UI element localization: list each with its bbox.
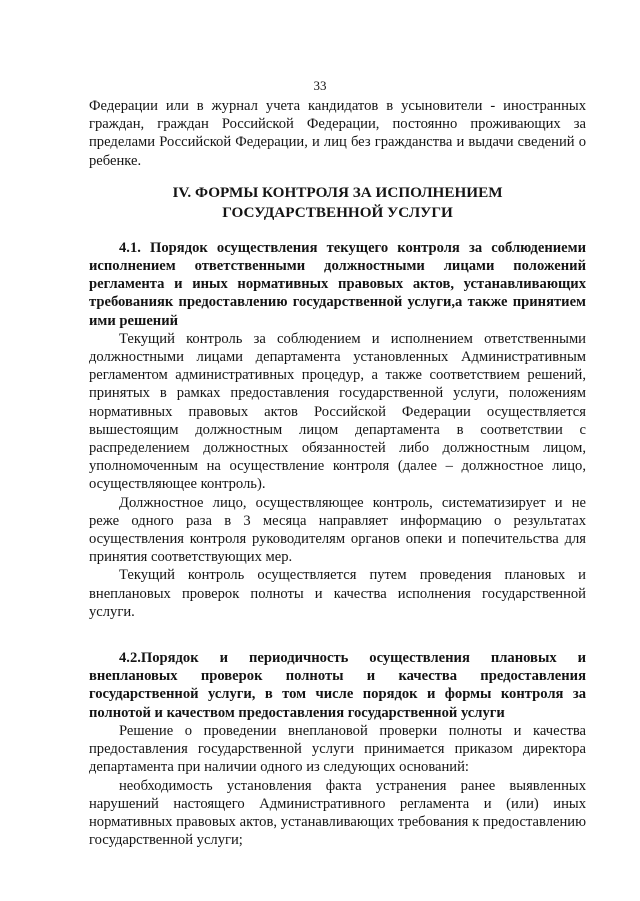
intro-paragraph: Федерации или в журнал учета кандидатов в усыновители - иностранных граждан, граждан Российской Федерации, постоянно проживающих за пределами Российской Федерации, и лиц без гражданства и выдачи сведений о ребенке. [89,98,586,169]
section-heading-line-2: ГОСУДАРСТВЕННОЙ УСЛУГИ [222,203,453,221]
subsection-4-2-title: 4.2.Порядок и периодичность осуществления плановых и внеплановых проверок полноты и качества предоставления государственной услуги, в том числе порядок и формы контроля за полнотой и качеством предоставления государственной услуги [89,650,586,721]
section-heading-line-1: IV. ФОРМЫ КОНТРОЛЯ ЗА ИСПОЛНЕНИЕМ [172,183,503,201]
section-heading [89,183,586,223]
page-content [89,97,586,849]
subsection-4-2-paragraph-2: необходимость установления факта устранения ранее выявленных нарушений настоящего Административного регламента и (или) иных нормативных правовых актов, устанавливающих требования к предоставлению государственной услуги; [89,777,586,849]
subsection-4-1-title: 4.1. Порядок осуществления текущего контроля за соблюдениеми исполнением ответственными должностными лицами положений регламента и иных нормативных правовых актов, устанавливающих требованияк предоставлению государственной услуги,а также принятием ими решений [89,239,586,329]
subsection-4-1-paragraph-1: Текущий контроль за соблюдением и исполнением ответственными должностными лицами департамента установленных Административным регламентом административных процедур, а также соответствием решений, принятых в рамках предоставления государственной услуги, положениям нормативных правовых актов Российской Федерации осуществляется вышестоящим должностным лицом департамента в соответствии с распределением должностных обязанностей либо должностным лицом, уполномоченным на осуществление контроля (далее – должностное лицо, осуществляющее контроль). [89,330,586,493]
subsection-4-1-paragraph-2: Должностное лицо, осуществляющее контроль, систематизирует и не реже одного раза в 3 месяца направляет информацию о результатах осуществления контроля руководителям органов опеки и попечительства для принятия соответствующих мер. [89,494,586,566]
subsection-4-1-paragraph-3: Текущий контроль осуществляется путем проведения плановых и внеплановых проверок полноты и качества исполнения государственной услуги. [89,567,586,620]
subsection-4-2-paragraph-1: Решение о проведении внеплановой проверки полноты и качества предоставления государственной услуги принимается приказом директора департамента при наличии одного из следующих оснований: [89,722,586,776]
page-number: 33 [313,78,327,93]
